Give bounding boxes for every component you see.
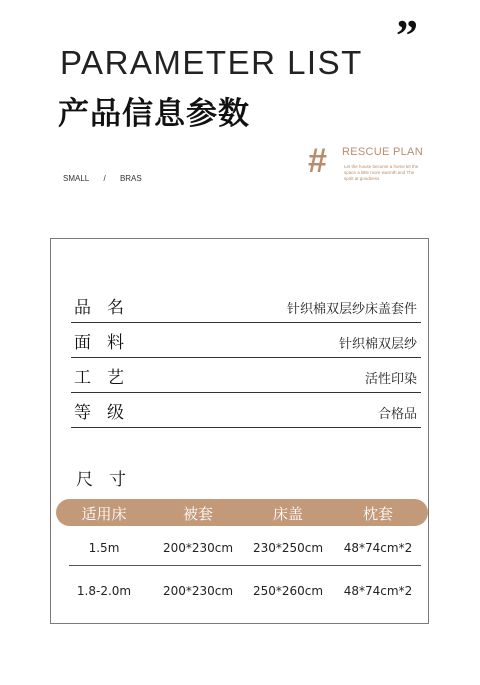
header-bedspread: 床盖 xyxy=(272,505,303,523)
size-table-header xyxy=(56,499,428,526)
brand-logo xyxy=(308,144,428,184)
table-row xyxy=(69,579,421,609)
param-row-fabric xyxy=(71,329,421,358)
quote-mark-icon: ” xyxy=(396,11,418,60)
param-label: 工艺 xyxy=(74,368,140,388)
param-value: 针织棉双层纱 xyxy=(338,337,417,352)
param-row-craft xyxy=(71,364,421,393)
cell-duvet: 200*230cm xyxy=(162,584,234,598)
hash-icon: # xyxy=(308,142,327,180)
param-label: 品名 xyxy=(74,298,140,318)
nav-separator: / xyxy=(103,174,106,183)
param-label: 等级 xyxy=(74,403,140,423)
brand-tagline: Let the house become a home let the space a little more warmth and The spirit at goodness xyxy=(344,164,419,181)
nav-item-small[interactable]: SMALL xyxy=(63,174,90,183)
size-section-title: 尺寸 xyxy=(76,470,142,490)
cell-duvet: 200*230cm xyxy=(162,541,234,555)
header-bed: 适用床 xyxy=(81,505,127,523)
header-duvet: 被套 xyxy=(182,505,213,523)
brand-name: RESCUE PLAN xyxy=(342,146,423,158)
param-label: 面料 xyxy=(74,333,140,353)
param-value: 针织棉双层纱床盖套件 xyxy=(286,302,417,317)
cell-pillowcase: 48*74cm*2 xyxy=(343,541,413,555)
param-row-name xyxy=(71,294,421,323)
param-row-grade xyxy=(71,399,421,428)
page-title-en: PARAMETER LIST xyxy=(60,44,363,81)
breadcrumb xyxy=(63,174,154,183)
page-title-cn: 产品信息参数 xyxy=(58,96,250,132)
param-value: 合格品 xyxy=(377,407,417,422)
header-pillowcase: 枕套 xyxy=(362,505,393,523)
table-row xyxy=(69,536,421,566)
parameter-card xyxy=(50,238,429,624)
cell-bed: 1.8-2.0m xyxy=(76,584,132,598)
cell-bedspread: 230*250cm xyxy=(252,541,324,555)
cell-bed: 1.5m xyxy=(88,541,120,555)
cell-bedspread: 250*260cm xyxy=(252,584,324,598)
nav-item-bras[interactable]: BRAS xyxy=(119,174,142,183)
cell-pillowcase: 48*74cm*2 xyxy=(343,584,413,598)
param-value: 活性印染 xyxy=(364,372,417,387)
